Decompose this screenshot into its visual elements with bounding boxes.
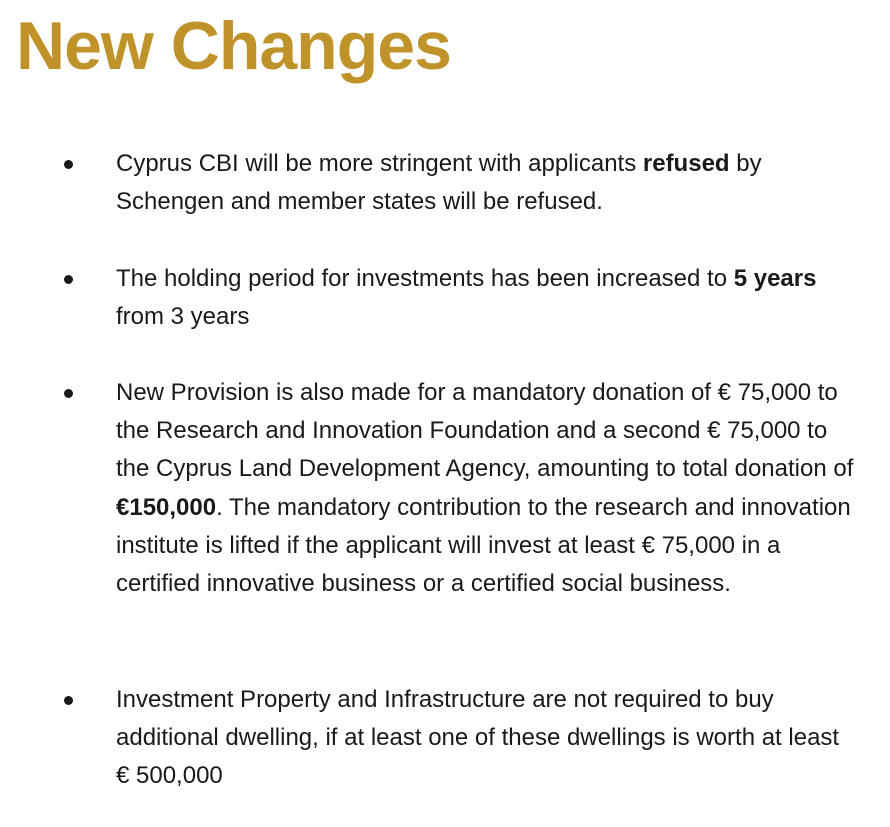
bullet-text-segment: The holding period for investments has been increased to (116, 265, 734, 292)
bullet-text-segment: Cyprus CBI will be more stringent with applicants (116, 150, 643, 177)
bullet-text-segment: . The mandatory contribution to the research and innovation institute is lifted if the applicant will invest at least € 75,000 in a certified innovative business or a certified social business. (116, 493, 851, 598)
bullet-icon (64, 696, 73, 705)
bullet-text (116, 374, 858, 603)
bullet-text (116, 681, 858, 796)
bullet-text-bold: 5 years (733, 265, 817, 292)
bullet-text (116, 260, 858, 336)
bullet-text-segment: from 3 years (116, 303, 250, 331)
bullet-icon (64, 160, 73, 169)
bullet-text-bold: €150,000 (116, 493, 217, 521)
bullet-text-bold: refused (642, 150, 730, 177)
bullet-icon (64, 275, 73, 284)
bullet-text-segment: Investment Property and Infrastructure are not required to buy additional dwelling, if at least one of these dwellings is worth at least € 500,000 (116, 686, 840, 790)
bullet-text-segment: by Schengen and member states will be refused. (116, 150, 762, 216)
bullet-text-segment: New Provision is also made for a mandatory donation of € 75,000 to the Research and Innovation Foundation and a second € 75,000 to the Cyprus Land Development Agency, amounting to total donation of (116, 379, 854, 483)
bullet-text (116, 145, 858, 221)
bullet-icon (64, 389, 73, 398)
page-title: New Changes (16, 8, 451, 84)
